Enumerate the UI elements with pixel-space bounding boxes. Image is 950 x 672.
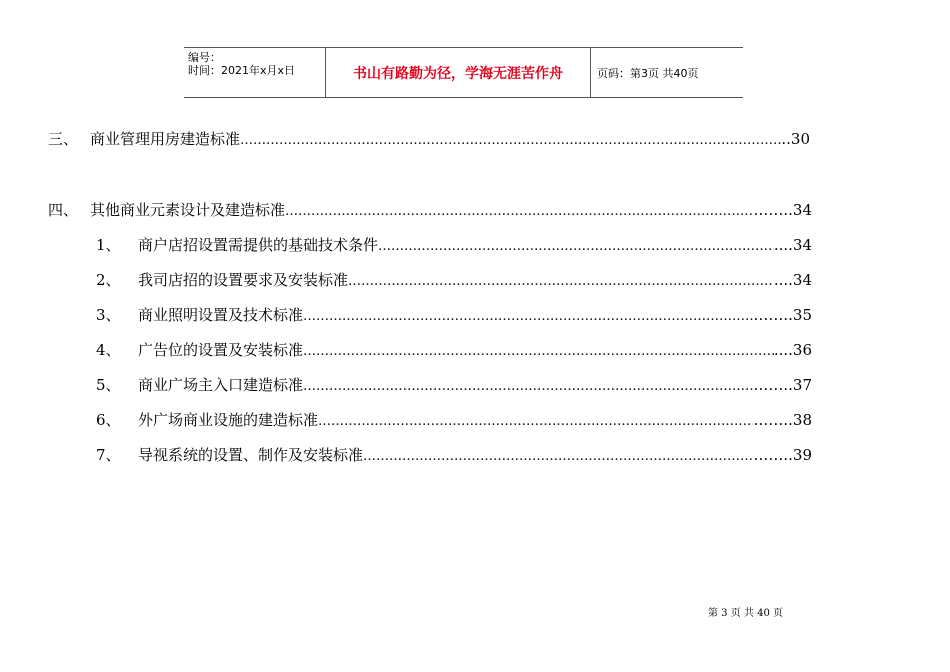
page-header [184, 47, 743, 98]
toc-page: ....36 [773, 341, 812, 359]
page-footer: 第 3 页 共 40 页 [708, 608, 783, 619]
toc-number: 三、 [48, 130, 79, 148]
toc-entry-item6[interactable] [96, 410, 812, 432]
toc-leader [303, 377, 753, 397]
toc-entry-item5[interactable] [96, 375, 812, 397]
header-meta [184, 48, 326, 97]
toc-title: 我司店招的设置要求及安装标准 [138, 271, 349, 289]
toc-entry-section3[interactable] [48, 129, 810, 151]
header-page-info: 页码：第3页 共40页 [597, 66, 699, 80]
toc-leader [348, 272, 774, 292]
toc-page: ……..35 [753, 306, 812, 324]
header-motto-cell [326, 48, 591, 97]
toc-leader [285, 202, 753, 222]
toc-title: 商户店招设置需提供的基础技术条件 [138, 236, 379, 254]
toc-page: ....34 [773, 271, 812, 289]
toc-entry-item4[interactable] [96, 340, 812, 362]
toc-title: 广告位的设置及安装标准 [138, 341, 304, 359]
toc-leader [240, 131, 781, 151]
toc-entry-item3[interactable] [96, 305, 812, 327]
toc-leader [318, 412, 753, 432]
toc-page: ……..38 [753, 411, 812, 429]
toc-page: ....34 [773, 236, 812, 254]
toc-number: 3、 [96, 306, 121, 324]
toc-number: 4、 [96, 341, 121, 359]
toc-number: 四、 [48, 201, 79, 219]
toc-leader [363, 447, 753, 467]
toc-page: ……..34 [753, 201, 812, 219]
toc-entry-item1[interactable] [96, 235, 812, 257]
toc-number: 1、 [96, 236, 121, 254]
toc-title: 商业广场主入口建造标准 [138, 376, 304, 394]
toc-leader [378, 237, 774, 257]
toc-number: 6、 [96, 411, 121, 429]
toc-page: ..30 [781, 130, 810, 148]
toc-number: 2、 [96, 271, 121, 289]
toc-page: ……..37 [753, 376, 812, 394]
number-label: 编号： [188, 51, 221, 64]
toc-number: 7、 [96, 446, 121, 464]
toc-title: 商业管理用房建造标准 [90, 130, 241, 148]
toc-entry-section4[interactable] [48, 200, 812, 222]
toc-title: 其他商业元素设计及建造标准 [90, 201, 286, 219]
toc-title: 商业照明设置及技术标准 [138, 306, 304, 324]
toc-title: 外广场商业设施的建造标准 [138, 411, 319, 429]
toc-page: ……..39 [753, 446, 812, 464]
time-label: 时间：2021年x月x日 [188, 64, 296, 77]
toc-entry-item7[interactable] [96, 445, 812, 467]
toc-entry-item2[interactable] [96, 270, 812, 292]
toc-number: 5、 [96, 376, 121, 394]
header-motto: 书山有路勤为径，学海无涯苦作舟 [353, 65, 563, 82]
toc-title: 导视系统的设置、制作及安装标准 [138, 446, 364, 464]
toc-leader [303, 342, 774, 362]
toc-leader [303, 307, 753, 327]
